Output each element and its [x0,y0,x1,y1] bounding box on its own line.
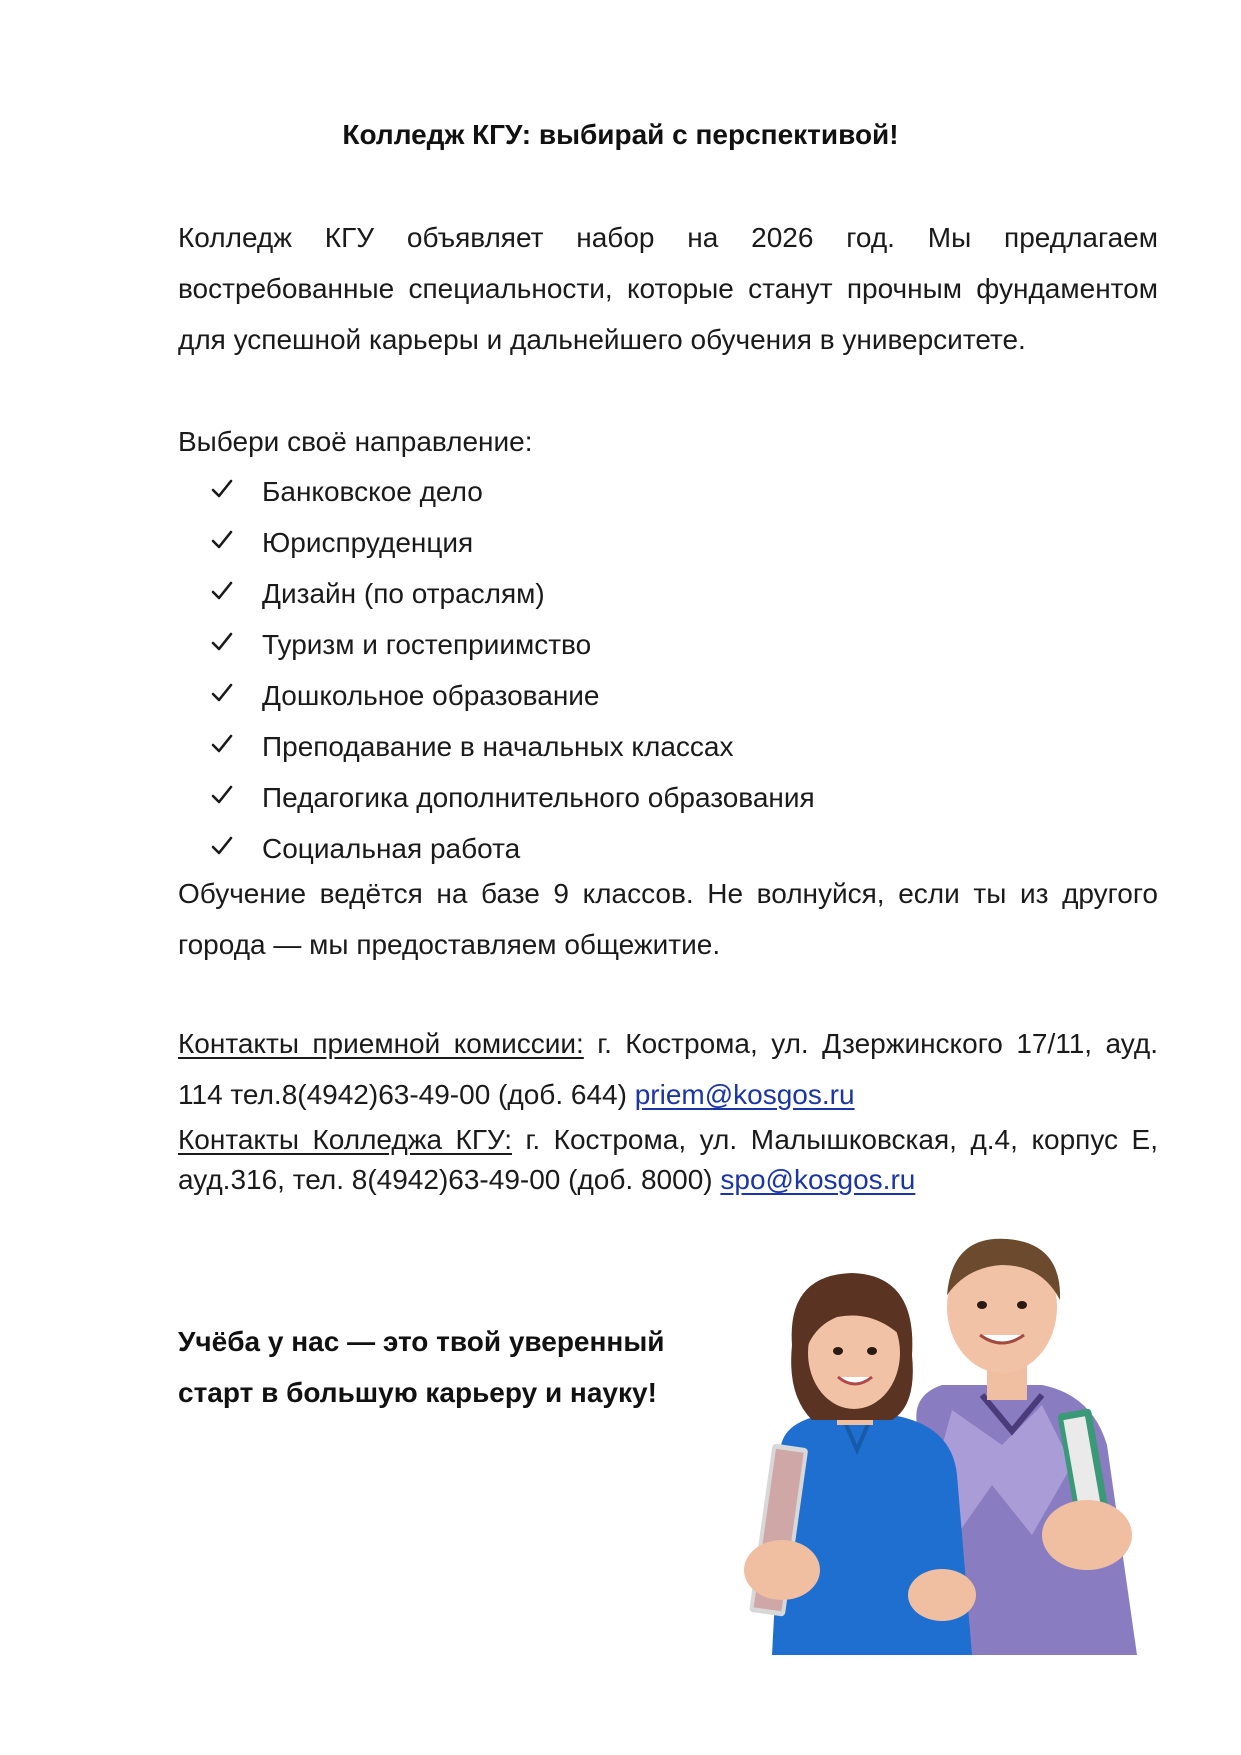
direction-label: Туризм и гостеприимство [262,629,592,660]
page-title: Колледж КГУ: выбирай с перспективой! [342,119,899,150]
direction-label: Педагогика дополнительного образования [262,782,815,813]
check-mark-icon [210,732,240,762]
girl-figure [744,1273,976,1655]
directions-list [210,466,815,874]
intro-paragraph: Колледж КГУ объявляет набор на 2026 год. Мы предлагаем востребованные специальности, которые станут прочным фундаментом для успешной карьеры и дальнейшего обучения в университете. [178,222,1158,355]
admission-email-link[interactable]: priem@kosgos.ru [634,1079,855,1110]
check-mark-icon [210,783,240,813]
direction-label: Дошкольное образование [262,680,600,711]
direction-item [210,823,815,874]
college-contacts-label: Контакты Колледжа КГУ: [178,1124,512,1155]
directions-heading: Выбери своё направление: [178,426,533,457]
check-mark-icon [210,834,240,864]
college-contacts [178,1120,1158,1200]
check-mark-icon [210,681,240,711]
check-mark-icon [210,630,240,660]
check-mark-icon [210,477,240,507]
study-info-paragraph: Обучение ведётся на базе 9 классов. Не волнуйся, если ты из другого города — мы предоставляем общежитие. [178,878,1158,960]
slogan-line-1: Учёба у нас — это твой уверенный [178,1326,665,1357]
admission-contacts [178,1018,1158,1120]
direction-label: Юриспруденция [262,527,474,558]
direction-item [210,772,815,823]
direction-label: Банковское дело [262,476,483,507]
direction-item [210,517,815,568]
students-photo [742,1235,1192,1655]
admission-contacts-label: Контакты приемной комиссии: [178,1028,584,1059]
direction-item [210,466,815,517]
direction-item [210,721,815,772]
direction-item [210,568,815,619]
check-mark-icon [210,528,240,558]
direction-label: Дизайн (по отраслям) [262,578,545,609]
direction-label: Преподавание в начальных классах [262,731,734,762]
direction-item [210,670,815,721]
slogan [178,1316,738,1418]
direction-item [210,619,815,670]
college-contacts-text: г. Кострома, ул. Малышковская, д.4, корпус Е, ауд.316, тел. 8(4942)63-49-00 (доб. 8000) [178,1124,1159,1195]
direction-label: Социальная работа [262,833,521,864]
college-email-link[interactable]: spo@kosgos.ru [720,1164,916,1195]
slogan-line-2: старт в большую карьеру и науку! [178,1377,657,1408]
check-mark-icon [210,579,240,609]
admission-contacts-text: г. Кострома, ул. Дзержинского 17/11, ауд. 114 тел.8(4942)63-49-00 (доб. 644) [178,1028,1158,1110]
